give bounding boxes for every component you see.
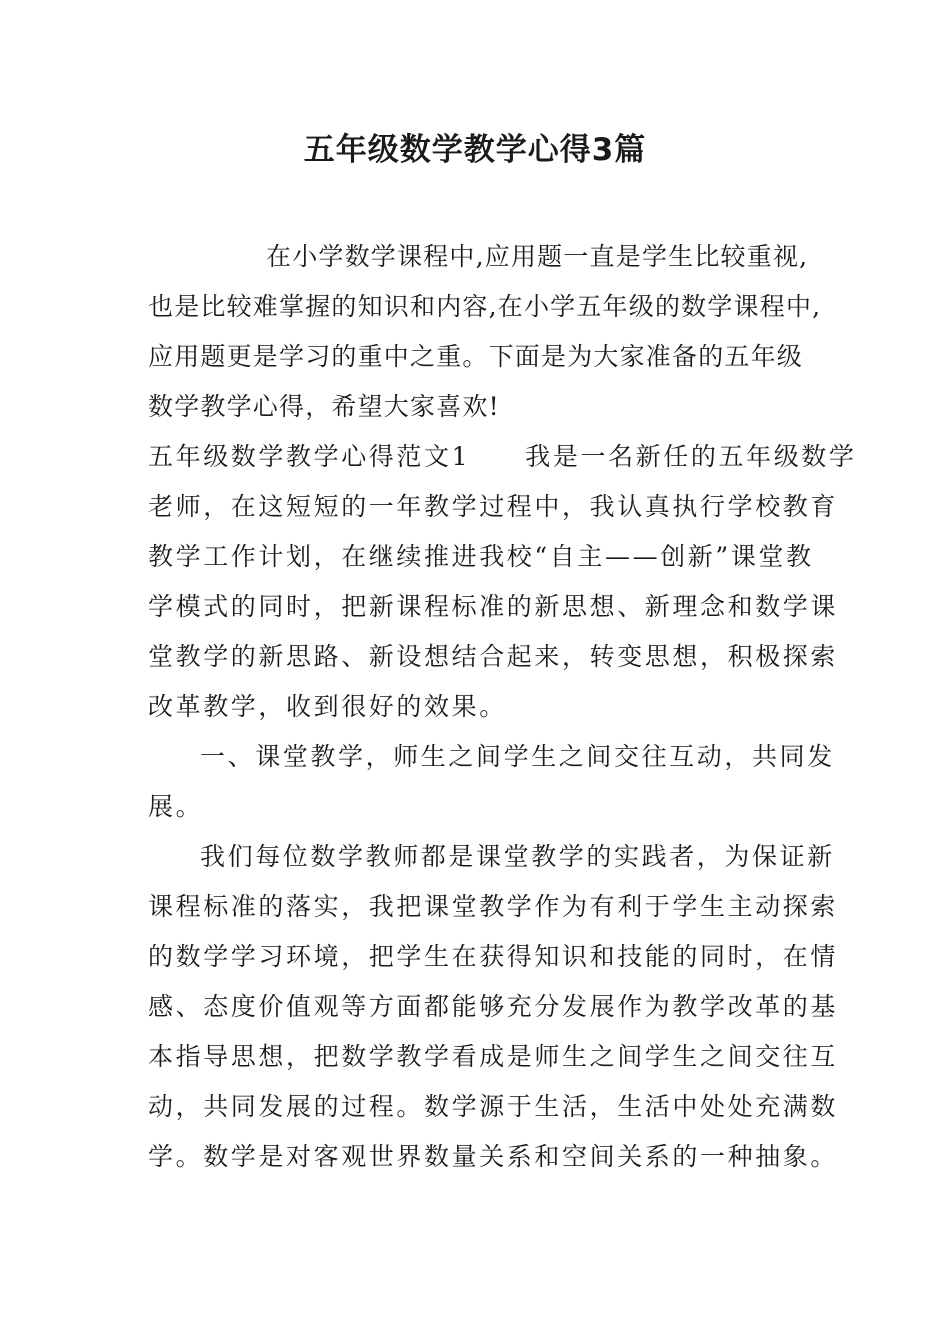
paragraph-line-4: 感、态度价值观等方面都能够充分发展作为教学改革的基 xyxy=(148,992,839,1021)
intro-line-1: 在小学数学课程中,应用题一直是学生比较重视, xyxy=(266,242,809,271)
paragraph-line-1: 我们每位数学教师都是课堂教学的实践者，为保证新 xyxy=(200,842,835,871)
paragraph-line-7: 学。数学是对客观世界数量关系和空间关系的一种抽象。 xyxy=(148,1142,839,1171)
document-title: 五年级数学教学心得3篇 xyxy=(303,132,647,168)
essay-line-3: 教学工作计划，在继续推进我校“自主——创新”课堂教 xyxy=(148,542,814,571)
essay-line-6: 改革教学，收到很好的效果。 xyxy=(148,692,507,721)
essay-line-5: 堂教学的新思路、新设想结合起来，转变思想，积极探索 xyxy=(148,642,839,671)
document-body xyxy=(148,232,857,1182)
intro-line-4: 数学教学心得，希望大家喜欢! xyxy=(148,392,500,421)
section-heading-line-1: 一、课堂教学，师生之间学生之间交往互动，共同发 xyxy=(200,742,835,771)
essay-line-2: 老师，在这短短的一年教学过程中，我认真执行学校教育 xyxy=(148,492,839,521)
intro-line-2: 也是比较难掌握的知识和内容,在小学五年级的数学课程中, xyxy=(148,292,822,321)
essay-line-4: 学模式的同时，把新课程标准的新思想、新理念和数学课 xyxy=(148,592,839,621)
paragraph-line-3: 的数学学习环境，把学生在获得知识和技能的同时，在情 xyxy=(148,942,839,971)
paragraph-line-5: 本指导思想，把数学教学看成是师生之间学生之间交往互 xyxy=(148,1042,839,1071)
section-heading-line-2: 展。 xyxy=(148,792,204,821)
paragraph-line-6: 动，共同发展的过程。数学源于生活，生活中处处充满数 xyxy=(148,1092,839,1121)
essay-line-1: 五年级数学教学心得范文1 我是一名新任的五年级数学 xyxy=(148,442,857,471)
paragraph-line-2: 课程标准的落实，我把课堂教学作为有利于学生主动探索 xyxy=(148,892,839,921)
intro-line-3: 应用题更是学习的重中之重。下面是为大家准备的五年级 xyxy=(148,342,804,371)
